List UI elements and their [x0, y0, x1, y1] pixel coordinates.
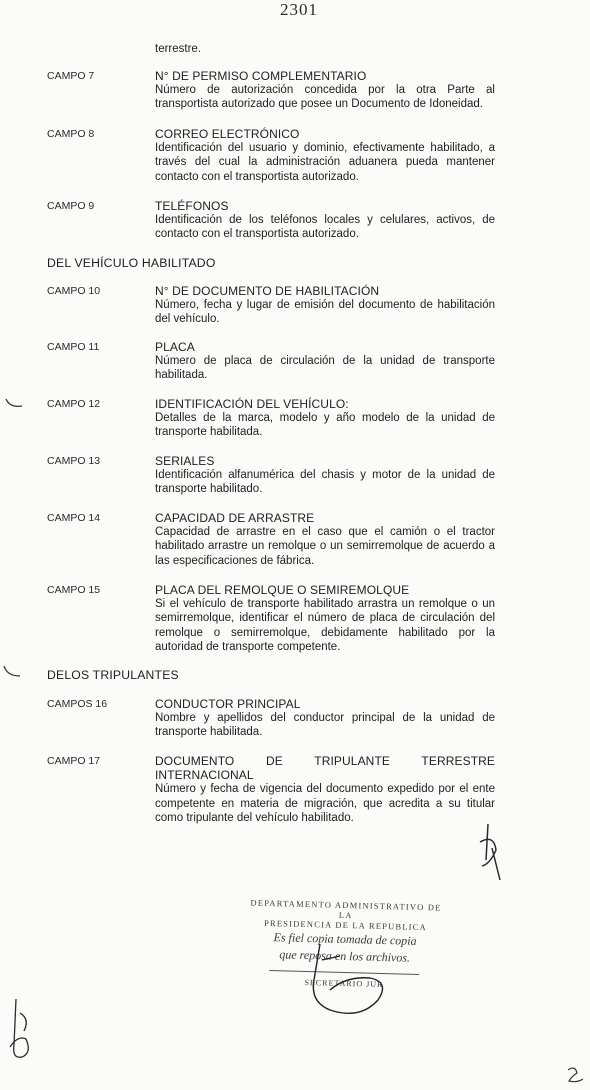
- corner-mark: [565, 1065, 587, 1085]
- page-number: 2301: [280, 0, 318, 19]
- field-description: Si el vehículo de transporte habilitado arrastra un remolque o un semirremolque, identificar el número de placa de circulación del remolque o semirremolque, debidamente habilitado por la autoridad de transporte competente.: [155, 598, 495, 653]
- field-description: Identificación alfanumérica del chasis y motor de la unidad de transporte habilitado.: [155, 469, 495, 496]
- field-description: Número y fecha de vigencia del documento expedido por el ente competente en materia de migración, que acredita a su titular como tripulante del vehículo habilitado.: [155, 783, 495, 824]
- field-code: CAMPOS 16: [47, 698, 108, 710]
- section-heading-crew: DELOS TRIPULANTES: [47, 668, 179, 682]
- field-code: CAMPO 9: [47, 200, 95, 212]
- field-description: Detalles de la marca, modelo y año modelo de la unidad de transporte habilitada.: [155, 412, 495, 439]
- field-description: Número de placa de circulación de la unidad de transporte habilitada.: [155, 355, 495, 382]
- field-title: N° DE PERMISO COMPLEMENTARIO: [155, 69, 367, 83]
- field-title: N° DE DOCUMENTO DE HABILITACIÓN: [155, 284, 380, 298]
- stamp-line: SECRETARIO JUR: [304, 977, 384, 990]
- field-title: SERIALES: [155, 454, 215, 468]
- field-code: CAMPO 11: [47, 341, 100, 353]
- field-title: PLACA: [155, 340, 195, 354]
- field-title: TELÉFONOS: [155, 199, 229, 213]
- field-code: CAMPO 17: [47, 755, 101, 767]
- field-description: Identificación del usuario y dominio, efectivamente habilitado, a través del cual la administración aduanera pueda mantener contacto con el transportista autorizado.: [155, 142, 495, 183]
- initials-mark: [470, 820, 510, 882]
- field-title: PLACA DEL REMOLQUE O SEMIREMOLQUE: [155, 583, 410, 597]
- field-description: Número de autorización concedida por la otra Parte al transportista autorizado que posee un Documento de Idoneidad.: [155, 84, 495, 111]
- handwritten-signature: [300, 940, 410, 1030]
- handwritten-mark: [2, 995, 42, 1065]
- field-title: CONDUCTOR PRINCIPAL: [155, 697, 301, 711]
- field-code: CAMPO 10: [47, 285, 101, 297]
- section-heading-vehicle: DEL VEHÍCULO HABILITADO: [47, 256, 216, 270]
- field-title: CAPACIDAD DE ARRASTRE: [155, 511, 315, 525]
- field-title: IDENTIFICACIÓN DEL VEHÍCULO:: [155, 397, 349, 411]
- field-code: CAMPO 8: [47, 128, 95, 140]
- field-description: Nombre y apellidos del conductor principal de la unidad de transporte habilitada.: [155, 712, 495, 739]
- field-description: Identificación de los teléfonos locales y celulares, activos, de contacto con el transportista autorizado.: [155, 214, 495, 241]
- field-description: Capacidad de arrastre en el caso que el camión o el tractor habilitado arrastre un remolque o un semirremolque de acuerdo a las especificaciones de fábrica.: [155, 526, 495, 567]
- stamp-line: DEPARTAMENTO ADMINISTRATIVO DE LA: [250, 897, 442, 921]
- stamp-line: que reposa en los archivos.: [279, 947, 411, 965]
- field-code: CAMPO 13: [47, 455, 101, 467]
- continuation-text: terrestre.: [155, 43, 202, 55]
- field-code: CAMPO 12: [47, 398, 101, 410]
- field-code: CAMPO 7: [47, 70, 95, 82]
- stamp-line: PRESIDENCIA DE LA REPUBLICA: [263, 917, 428, 933]
- field-description: Número, fecha y lugar de emisión del documento de habilitación del vehículo.: [155, 299, 495, 326]
- field-code: CAMPO 15: [47, 584, 101, 596]
- field-code: CAMPO 14: [47, 512, 101, 524]
- field-title: CORREO ELECTRÓNICO: [155, 127, 300, 141]
- margin-mark: [4, 396, 24, 412]
- margin-mark: [2, 664, 22, 682]
- stamp-line: Es fiel copia tomada de copia: [273, 930, 417, 948]
- field-title: DOCUMENTO DE TRIPULANTE TERRESTRE INTERNACIONAL: [155, 754, 495, 783]
